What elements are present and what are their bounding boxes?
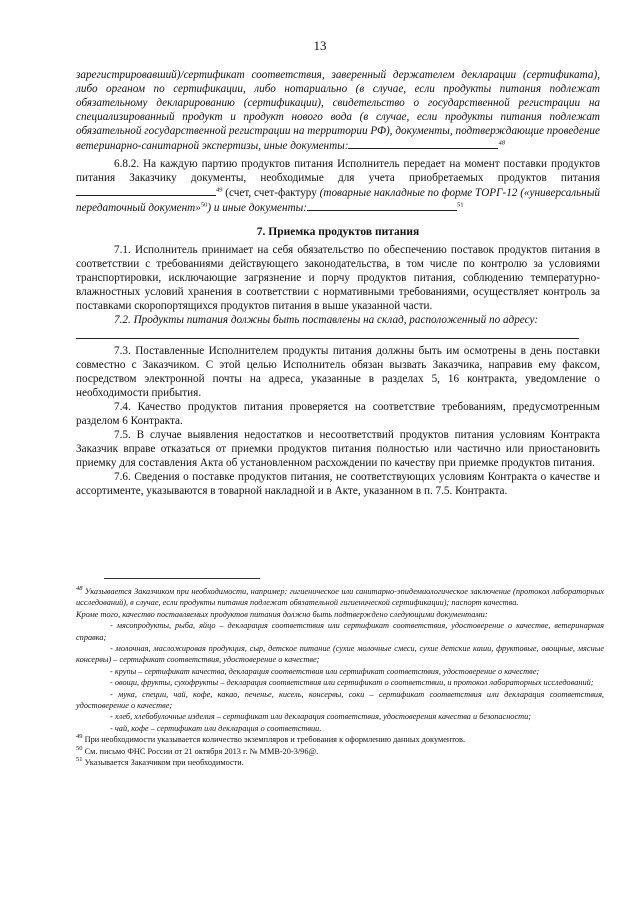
paragraph-text: (товарные накладные по форме ТОРГ-12 («универсальный передаточный документ» — [76, 187, 600, 214]
fill-in-blank — [307, 200, 457, 211]
footnote-text: См. письмо ФНС России от 21 октября 2013 г. № ММВ-20-3/96@. — [82, 746, 319, 756]
paragraph-7-6: 7.6. Сведения о поставке продуктов питания, не соответствующих условиям Контракта о качестве и ассортименте, указываются в товарной накладной и в Акте, указанном в п. 7.5. Контракта. — [76, 471, 600, 497]
footnote-list-item: - крупы – сертификат качества, декларация соответствия или сертификат соответствия, удостоверение о качестве; — [110, 666, 540, 676]
footnote-48-intro: Кроме того, качество поставляемых продуктов питания должно быть подтверждено следующими документами: — [76, 609, 488, 619]
footnotes — [76, 586, 604, 769]
paragraph-6-8-2 — [76, 157, 600, 215]
footnote-number: 51 — [76, 756, 83, 764]
footnote-50 — [76, 746, 604, 757]
fill-in-line — [76, 328, 579, 339]
footnote-list-item: - мясопродукты, рыба, яйцо – декларация соответствия или сертификат соответствия, удостоверение о качестве, ветеринарная справка; — [76, 621, 604, 642]
footnote-separator — [104, 578, 260, 579]
paragraph-7-2 — [76, 313, 600, 339]
fill-in-blank — [348, 138, 498, 149]
footnote-text: При необходимости указывается количество экземпляров и требования к оформлению данных документов. — [82, 735, 466, 745]
footnote-ref-48: 48 — [498, 139, 505, 147]
footnote-number: 49 — [76, 733, 83, 741]
paragraph-7-4: 7.4. Качество продуктов питания проверяется на соответствие требованиям, предусмотренным разделом 6 Контракта. — [76, 401, 600, 427]
fill-in-blank — [76, 185, 216, 196]
page-number: 13 — [313, 38, 327, 53]
paragraph-7-3: 7.3. Поставленные Исполнителем продукты питания должны быть им осмотрены в день поставки совместно с Заказчиком. С этой целью Исполнитель обязан вызвать Заказчика, направив ему факсом, посредством электронной почты на адреса, указанные в разделах 5, 16 контракта, уведомление о необходимости прибытия. — [76, 345, 600, 399]
footnote-list-item: - мука, специи, чай, кофе, какао, печенье, кисель, консервы, соки – сертификат соответствия или декларация соответствия, удостоверение о качестве; — [76, 689, 604, 711]
footnote-49 — [76, 734, 604, 745]
footnote-list-item: - молочная, масложировая продукция, сыр, детское питание (сухие молочные смеси, сухие детские каши, фруктовые, овощные, мясные консервы) – сертификат соответствия, удостоверение о качестве; — [76, 644, 604, 665]
document-body — [76, 68, 600, 498]
paragraph-7-5: 7.5. В случае выявления недостатков и несоответствий продуктов питания условиям Контракта Заказчик вправе отказаться от приемки продуктов питания полностью или частично или приостановить приемку для составления Акта об установленном расхождении по качеству при приемке продуктов питания. — [76, 429, 600, 469]
paragraph-text: зарегистрировавший)/сертификат соответствия, заверенный держателем декларации (сертификата), либо органом по сертификации, либо нотариально (в случае, если продукты питания подлежат обязательному декларированию (сертификации), свидетельство о государственной регистрации на специализированный продукт и продукт нового вода (в случае, если продукты питания подлежат обязательной государственной регистрации на территории РФ), документы, подтверждающие проведение ветеринарно-санитарной экспертизы, иные документы: — [76, 69, 600, 152]
footnote-list-item: - хлеб, хлебобулочные изделия – сертификат или декларация соответствия, удостоверения качества и безопасности; — [110, 712, 532, 722]
paragraph-text: (счет, счет-фактуру — [222, 187, 320, 199]
footnote-text: Указывается Заказчиком при необходимости, например: гигиеническое или санитарно-эпидемиологическое заключение (протокол лабораторных исследований), в случае, если продукты питания подлежат обязательной гигиенической сертификации); паспорт качества. — [76, 587, 604, 608]
footnote-number: 48 — [76, 585, 83, 593]
paragraph-text: 6.8.2. На каждую партию продуктов питания Исполнитель передает на момент поставки продуктов питания Заказчику документы, необходимые для учета приобретаемых продуктов питания — [76, 158, 600, 184]
footnote-ref-50: 50 — [200, 201, 208, 209]
footnote-list-item: - овощи, фрукты, сухофрукты – декларация соответствия или сертификат о соответствии, и протокол лабораторных исследований; — [110, 678, 594, 688]
section-heading: 7. Приемка продуктов питания — [256, 226, 420, 238]
paragraph-text: ) и иные документы: — [207, 202, 307, 214]
footnote-ref-49: 49 — [216, 186, 223, 194]
footnote-text: Указывается Заказчиком при необходимости. — [82, 758, 244, 768]
footnote-list-item: - чай, кофе – сертификат или декларация о соответствии. — [110, 723, 322, 733]
footnote-ref-51: 51 — [456, 201, 464, 209]
footnote-51 — [76, 757, 604, 768]
footnote-number: 50 — [76, 744, 83, 752]
paragraph-7-1: 7.1. Исполнитель принимает на себя обязательство по обеспечению поставок продуктов питания в соответствии с требованиями действующего законодательства, в том числе по контролю за условиями транспортировки, исключающие загрязнение и порчу продуктов питания, соблюдению температурно-влажностных условий хранения в соответствии с нормативными требованиями, осуществляет контроль за поставками скоропортящихся продуктов питания в выше указанной части. — [76, 244, 600, 312]
paragraph-text: 7.2. Продукты питания должны быть поставлены на склад, расположенный по адресу: — [114, 314, 539, 326]
paragraph-continuation — [76, 68, 600, 153]
footnote-48 — [76, 586, 604, 609]
